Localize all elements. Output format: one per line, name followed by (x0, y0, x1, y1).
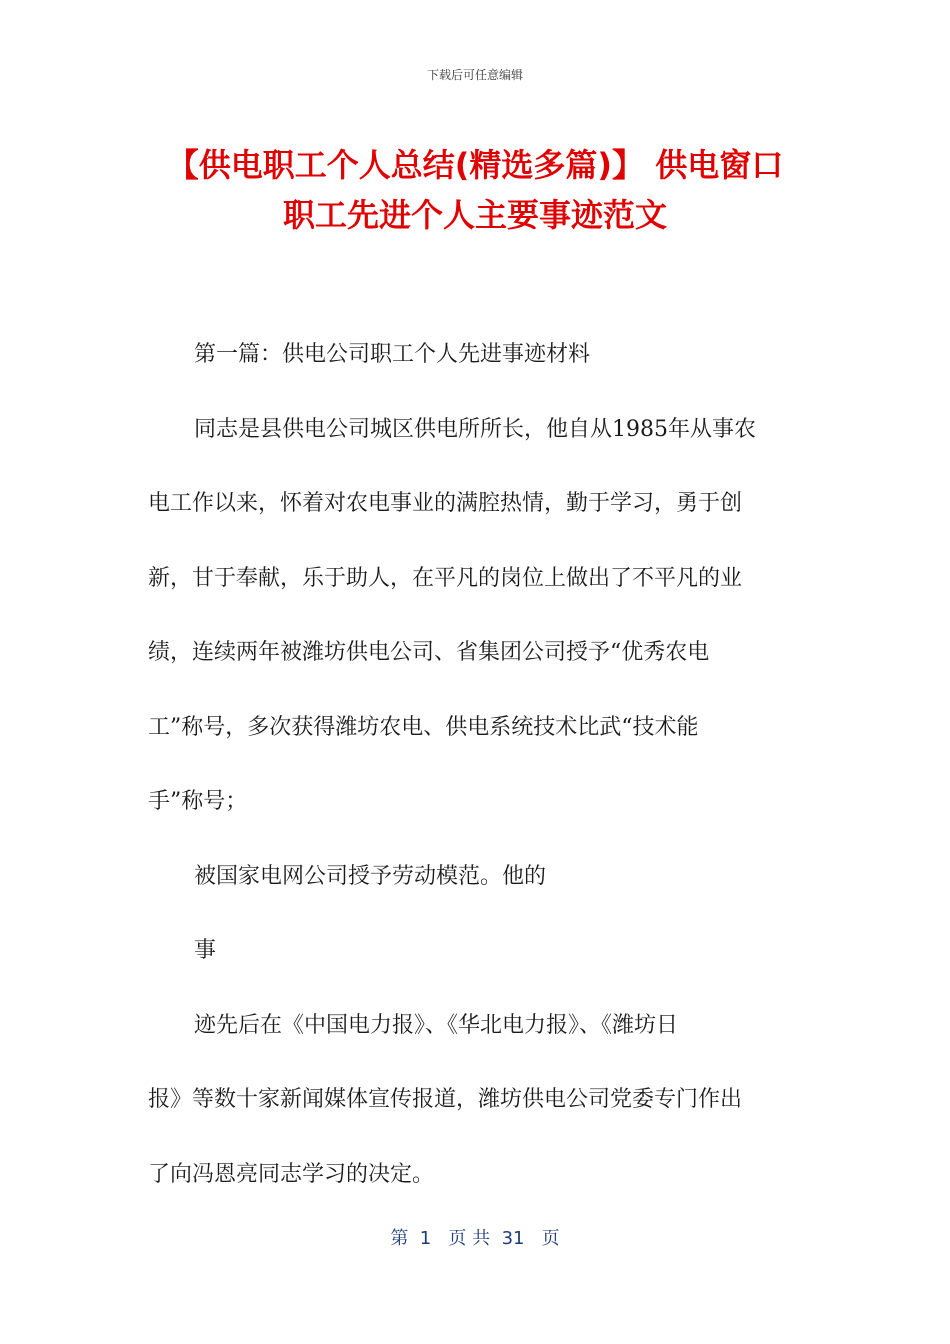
document-body (148, 318, 808, 1212)
paragraph-line: 手”称号； (148, 789, 248, 814)
paragraph-line: 了向冯恩亮同志学习的决定。 (148, 1161, 435, 1187)
paragraph-line: 被国家电网公司授予劳动模范。他的 (194, 863, 547, 889)
paragraph-line: 绩，连续两年被潍坊供电公司、省集团公司授予“优秀农电 (148, 640, 710, 665)
section-heading: 第一篇：供电公司职工个人先进事迹材料 (194, 342, 591, 367)
paragraph-line: 迹先后在《中国电力报》、《华北电力报》、《潍坊日 (194, 1012, 679, 1038)
page-number-footer: 第 1 页 共 31 页 (390, 1228, 560, 1249)
paragraph-line: 报》等数十家新闻媒体宣传报道，潍坊供电公司党委专门作出 (148, 1087, 743, 1112)
header-note: 下载后可任意编辑 (426, 68, 523, 82)
document-title-line-2: 职工先进个人主要事迹范文 (282, 196, 667, 234)
paragraph-line: 新，甘于奉献，乐于助人，在平凡的岗位上做出了不平凡的业 (148, 565, 743, 591)
paragraph-line: 事 (194, 938, 217, 963)
paragraph-line: 工”称号，多次获得潍坊农电、供电系统技术比武“技术能 (148, 714, 699, 740)
paragraph-line: 电工作以来，怀着对农电事业的满腔热情，勤于学习，勇于创 (148, 491, 743, 516)
document-title-line-1: 【供电职工个人总结(精选多篇)】 供电窗口 (166, 146, 784, 184)
paragraph-line: 同志是县供电公司城区供电所所长，他自从1985年从事农 (194, 416, 756, 442)
document-title (100, 140, 850, 240)
